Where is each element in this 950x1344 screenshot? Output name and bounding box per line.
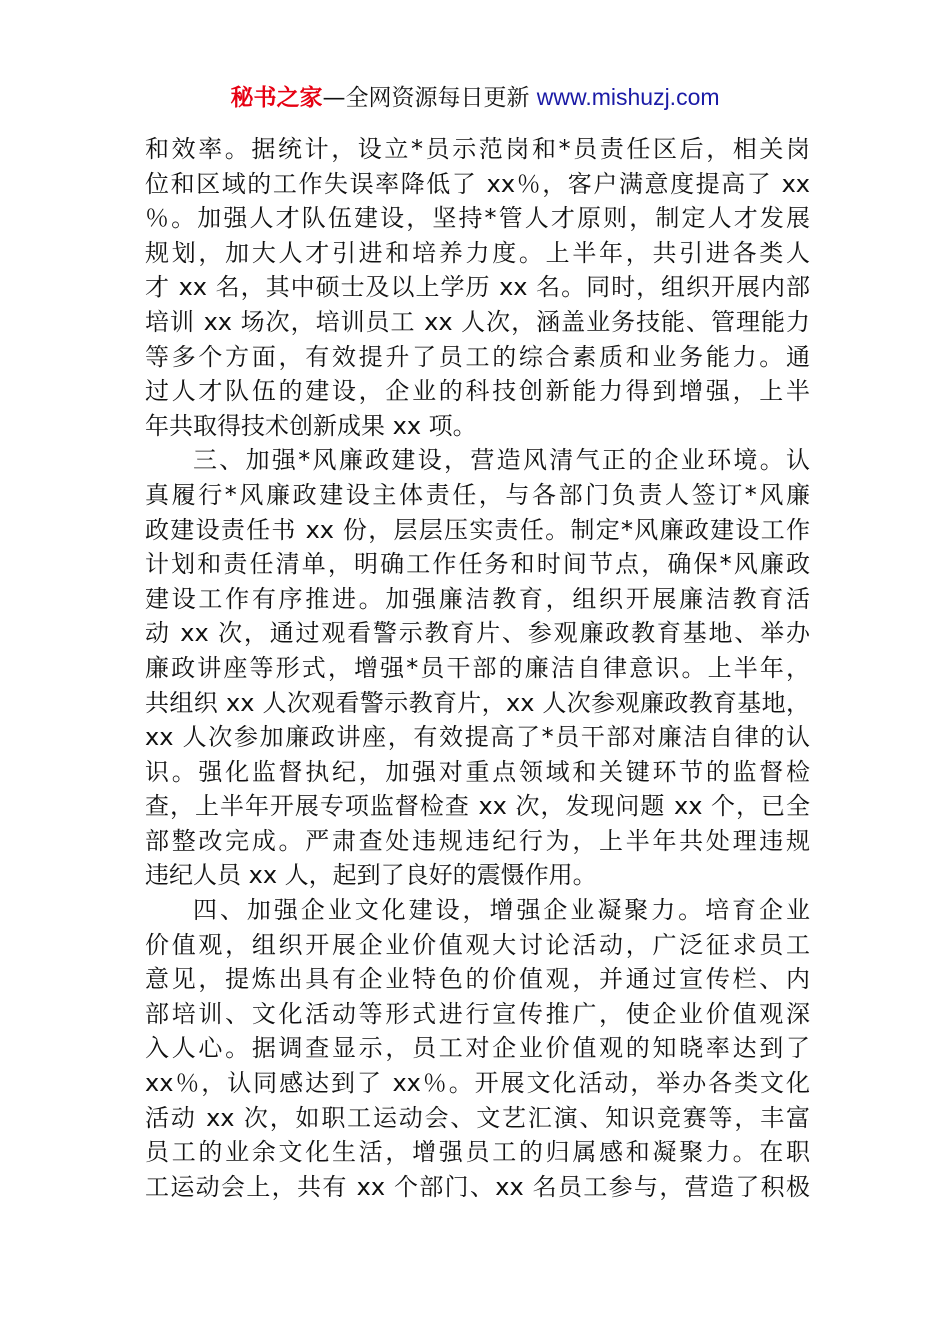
document-body xyxy=(145,132,810,1204)
text-line: 等多个方面，有效提升了员工的综合素质和业务能力。通 xyxy=(145,342,810,371)
text-line: 意见，提炼出具有企业特色的价值观，并通过宣传栏、内 xyxy=(145,965,810,994)
text-line: 违纪人员 xx 人，起到了良好的震慑作用。 xyxy=(145,861,597,890)
text-line: 查，上半年开展专项监督检查 xx 次，发现问题 xx 个，已全 xyxy=(145,792,810,821)
text-line: ％。加强人才队伍建设，坚持*管人才原则，制定人才发展 xyxy=(145,204,810,233)
paragraph-heading-line: 四、加强企业文化建设，增强企业凝聚力。培育企业 xyxy=(193,896,810,925)
text-line: 计划和责任清单，明确工作任务和时间节点，确保*风廉政 xyxy=(145,550,810,579)
text-line: 真履行*风廉政建设主体责任，与各部门负责人签订*风廉 xyxy=(145,480,810,509)
text-line: 位和区域的工作失误率降低了 xx％，客户满意度提高了 xx xyxy=(145,169,810,198)
text-line: 活动 xx 次，如职工运动会、文艺汇演、知识竞赛等，丰富 xyxy=(145,1103,810,1132)
text-line: 动 xx 次，通过观看警示教育片、参观廉政教育基地、举办 xyxy=(145,619,810,648)
site-header xyxy=(0,80,950,115)
text-line: 价值观，组织开展企业价值观大讨论活动，广泛征求员工 xyxy=(145,930,810,959)
text-line: 才 xx 名，其中硕士及以上学历 xx 名。同时，组织开展内部 xyxy=(145,273,810,302)
paragraph-heading-line: 三、加强*风廉政建设，营造风清气正的企业环境。认 xyxy=(193,446,810,475)
site-tagline: —全网资源每日更新 xyxy=(322,85,530,111)
text-line: 入人心。据调查显示，员工对企业价值观的知晓率达到了 xyxy=(145,1034,810,1063)
text-line: xx 人次参加廉政讲座，有效提高了*员干部对廉洁自律的认 xyxy=(145,723,810,752)
site-url-link[interactable]: www.mishuzj.com xyxy=(536,84,720,110)
text-line: 过人才队伍的建设，企业的科技创新能力得到增强，上半 xyxy=(145,377,810,406)
text-line: 工运动会上，共有 xx 个部门、xx 名员工参与，营造了积极 xyxy=(145,1172,810,1201)
text-line: 规划，加大人才引进和培养力度。上半年，共引进各类人 xyxy=(145,238,810,267)
text-line: 识。强化监督执纪，加强对重点领域和关键环节的监督检 xyxy=(145,757,810,786)
text-line: 共组织 xx 人次观看警示教育片，xx 人次参观廉政教育基地， xyxy=(145,688,810,717)
text-line: xx％，认同感达到了 xx％。开展文化活动，举办各类文化 xyxy=(145,1069,810,1098)
text-line: 部培训、文化活动等形式进行宣传推广，使企业价值观深 xyxy=(145,999,810,1028)
text-line: 廉政讲座等形式，增强*员干部的廉洁自律意识。上半年， xyxy=(145,653,810,682)
text-line: 政建设责任书 xx 份，层层压实责任。制定*风廉政建设工作 xyxy=(145,515,810,544)
text-line: 培训 xx 场次，培训员工 xx 人次，涵盖业务技能、管理能力 xyxy=(145,307,810,336)
text-line: 员工的业余文化生活，增强员工的归属感和凝聚力。在职 xyxy=(145,1138,810,1167)
text-line: 部整改完成。严肃查处违规违纪行为，上半年共处理违规 xyxy=(145,826,810,855)
text-line: 建设工作有序推进。加强廉洁教育，组织开展廉洁教育活 xyxy=(145,584,810,613)
site-brand: 秘书之家 xyxy=(230,85,323,111)
text-line: 年共取得技术创新成果 xx 项。 xyxy=(145,411,477,440)
text-line: 和效率。据统计，设立*员示范岗和*员责任区后，相关岗 xyxy=(145,135,810,163)
